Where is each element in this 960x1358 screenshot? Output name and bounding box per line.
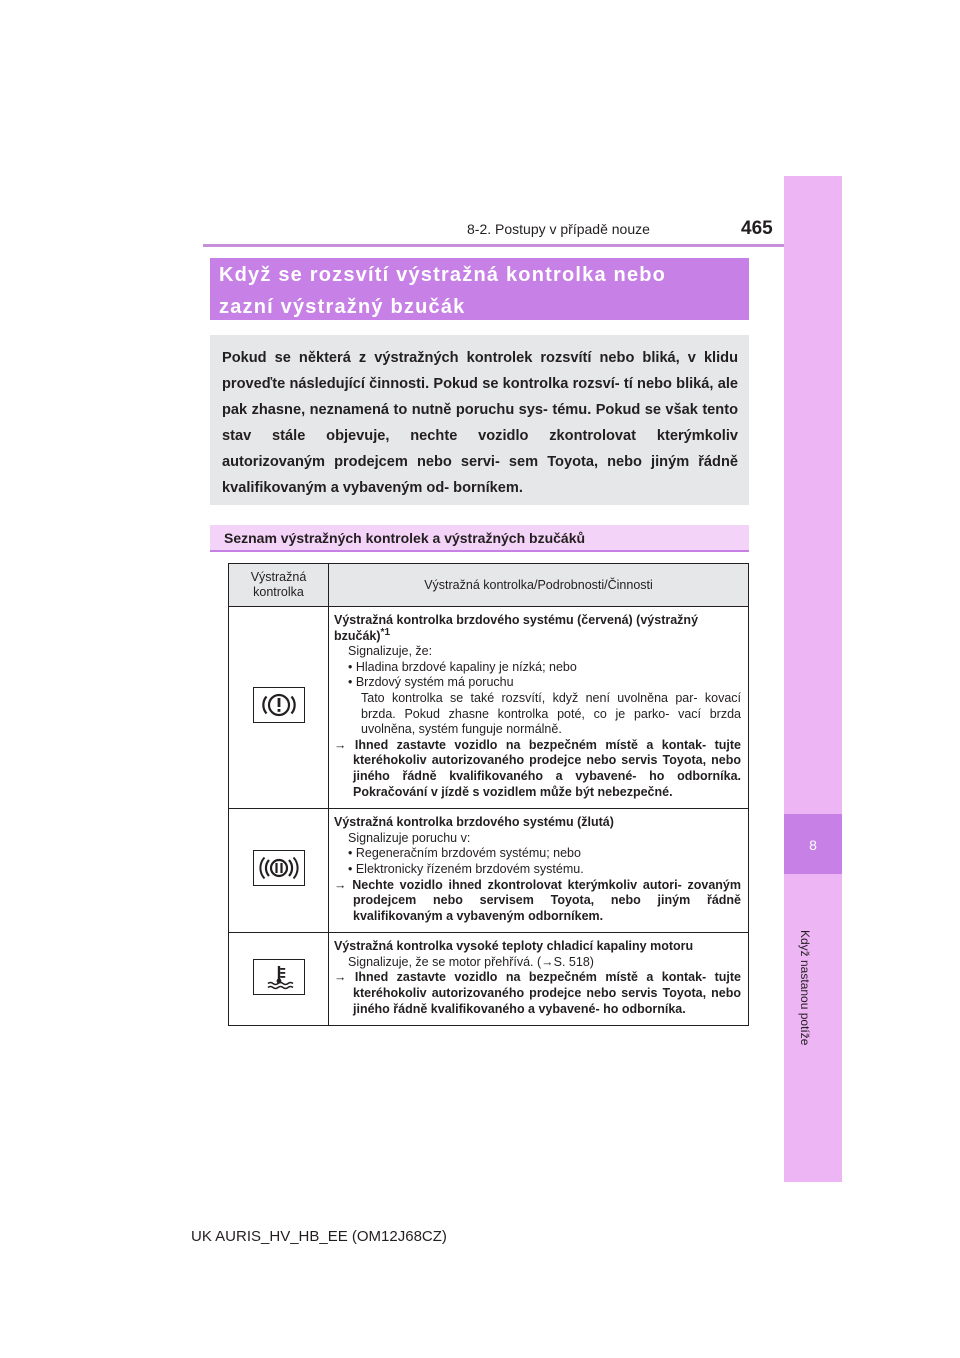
row-details (329, 607, 749, 809)
row-bullet: • Regeneračním brzdovém systému; nebo (348, 846, 581, 861)
row-title: Výstražná kontrolka brzdového systému (červená) (výstražný bzučák) (334, 613, 699, 643)
table-row (229, 607, 749, 809)
page-number: 465 (741, 218, 773, 239)
brake-warning-icon (253, 687, 305, 723)
row-bullet-continuation: Tato kontrolka se také rozsvítí, když není uvolněna par- kovací brzda. Pokud zhasne kontrolka poté, co je parko- vací brzda uvolněna, systém funguje normálně. (361, 690, 741, 737)
table-header-icon-column: Výstražná kontrolka (229, 564, 329, 607)
row-intro: Signalizuje poruchu v: (348, 830, 471, 845)
sub-heading-text: Seznam výstražných kontrolek a výstražných bzučáků (224, 530, 586, 546)
section-title: 8-2. Postupy v případě nouze (467, 221, 650, 237)
row-details (329, 933, 749, 1026)
row-intro: Signalizuje, že: (348, 644, 433, 659)
table-header-details-column: Výstražná kontrolka/Podrobnosti/Činnosti (329, 564, 749, 607)
row-intro: Signalizuje, že se motor přehřívá. (→S. 518) (348, 954, 594, 969)
header-rule (203, 244, 840, 247)
brake-system-yellow-icon (253, 850, 305, 886)
row-bullet: • Hladina brzdové kapaliny je nízká; nebo (348, 659, 577, 674)
row-action: → Ihned zastavte vozidlo na bezpečném místě a kontak- tujte kteréhokoliv autorizovaného prodejce nebo servis Toyota, nebo jiného řádně kvalifikovaného a vybavené- ho odborníka. Pokračování v jízdě s vozidlem může být nebezpečné. (334, 737, 741, 799)
intro-box (210, 335, 749, 505)
table-header-row (229, 564, 749, 607)
table-row (229, 809, 749, 933)
row-action: → Ihned zastavte vozidlo na bezpečném místě a kontak- tujte kteréhokoliv autorizovaného prodejce nebo servis Toyota, nebo jiného řádně kvalifikovaného a vybavené- ho odborníka. (334, 970, 741, 1016)
row-title: Výstražná kontrolka brzdového systému (žlutá) (334, 815, 614, 830)
chapter-number-tab (784, 814, 842, 874)
chapter-side-tab (784, 176, 842, 1182)
main-heading (210, 258, 749, 320)
main-heading-line2: zazní výstražný bzučák (219, 296, 466, 318)
row-title: Výstražná kontrolka vysoké teploty chladicí kapaliny motoru (334, 939, 694, 954)
table-row (229, 933, 749, 1026)
row-details (329, 809, 749, 933)
sub-heading (210, 525, 749, 552)
chapter-title: Když nastanou potíže (798, 930, 812, 1046)
row-action: → Nechte vozidlo ihned zkontrolovat kterýmkoliv autori- zovaným prodejcem nebo servisem Toyota, nebo jiným řádně kvalifikovaným a vybaveným odborníkem. (334, 877, 741, 923)
coolant-temperature-icon (253, 959, 305, 995)
footnote-marker: *1 (380, 626, 390, 638)
document-footer: UK AURIS_HV_HB_EE (OM12J68CZ) (191, 1228, 447, 1245)
row-bullet: • Elektronicky řízeném brzdovém systému. (348, 861, 584, 876)
intro-text: Pokud se některá z výstražných kontrolek rozsvítí nebo bliká, v klidu proveďte následující činnosti. Pokud se kontrolka rozsví- tí nebo bliká, ale pak zhasne, neznamená to nutně poruchu sys- tému. Pokud se však tento stav stále objevuje, nechte vozidlo zkontrolovat kterýmkoliv autorizovaným prodejcem nebo servi- sem Toyota, nebo jiným řádně kvalifikovaným a vybaveným od- borníkem. (222, 350, 738, 496)
main-heading-line1: Když se rozsvítí výstražná kontrolka nebo (219, 264, 667, 286)
chapter-number: 8 (809, 837, 817, 853)
warning-lights-table (228, 563, 749, 1026)
row-bullet: • Brzdový systém má poruchu (348, 675, 514, 690)
